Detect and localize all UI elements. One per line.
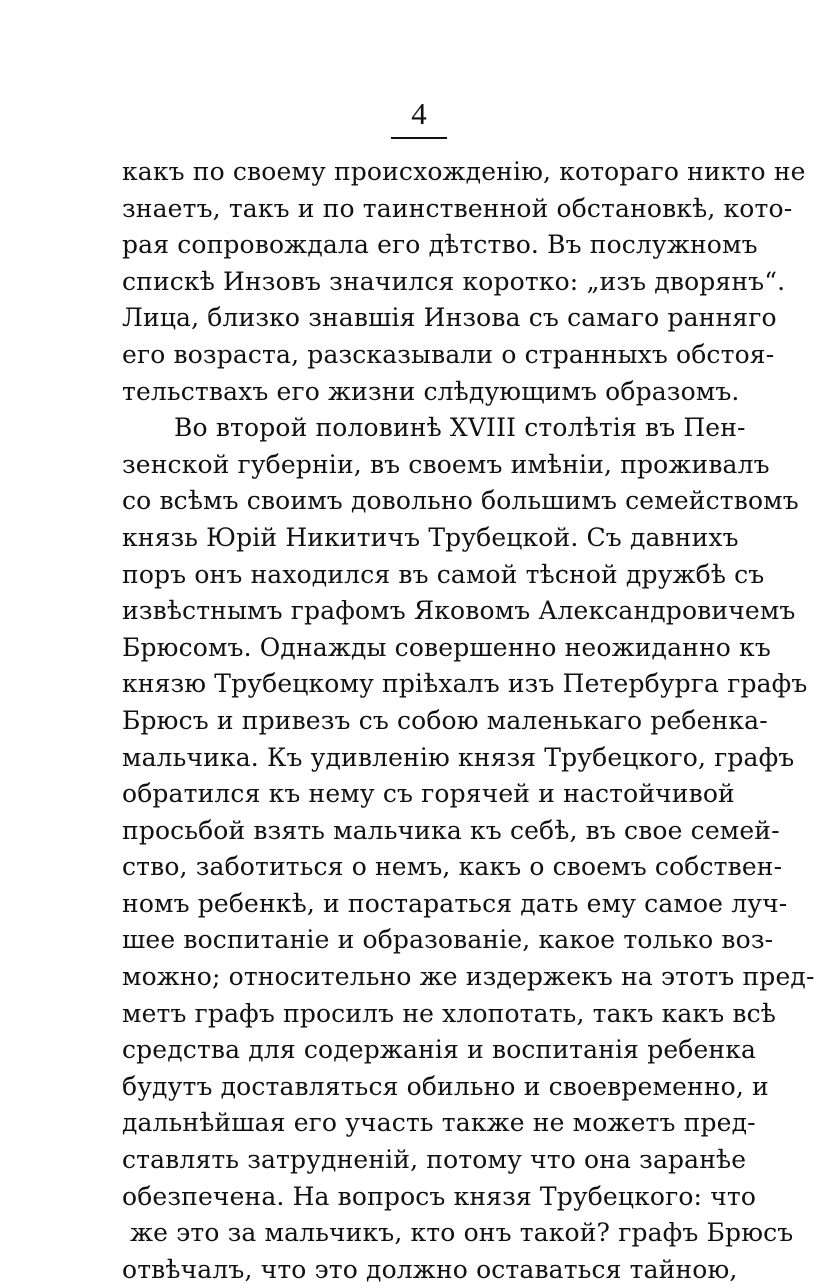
text-line: рая сопровождала его дѣтство. Въ послужномъ bbox=[122, 230, 758, 260]
text-line: шее воспитаніе и образованіе, какое только воз- bbox=[122, 925, 774, 955]
text-line: обезпечена. На вопросъ князя Трубецкого: что bbox=[122, 1181, 757, 1211]
text-line: поръ онъ находился въ самой тѣсной дружбѣ съ bbox=[122, 559, 765, 589]
text-line: Брюсъ и привезъ съ собою маленькаго ребенка- bbox=[122, 705, 768, 735]
text-line: Брюсомъ. Однажды совершенно неожиданно къ bbox=[122, 632, 771, 662]
text-line: ставлять затрудненій, потому что она заранѣе bbox=[122, 1145, 747, 1175]
body-text bbox=[122, 154, 815, 1288]
text-line: метъ графъ просилъ не хлопотать, такъ какъ всѣ bbox=[122, 998, 776, 1028]
text-line: извѣстнымъ графомъ Яковомъ Александровичемъ bbox=[122, 596, 796, 626]
text-line: будутъ доставляться обильно и своевременно, и bbox=[122, 1071, 769, 1101]
page-number-underline bbox=[391, 137, 447, 139]
text-line: дальнѣйшая его участь также не можетъ пред- bbox=[122, 1108, 756, 1138]
text-line: мальчика. Къ удивленію князя Трубецкого, графъ bbox=[122, 742, 795, 772]
text-line: номъ ребенкѣ, и постараться дать ему самое луч- bbox=[122, 888, 788, 918]
text-line: какъ по своему происхожденію, котораго никто не bbox=[122, 157, 806, 186]
text-line: Лица, близко знавшія Инзова съ самаго ранняго bbox=[122, 303, 777, 333]
text-line: князь Юрій Никитичъ Трубецкой. Съ давнихъ bbox=[122, 522, 739, 552]
text-line: его возраста, разсказывали о странныхъ обстоя- bbox=[122, 339, 775, 369]
text-line: Во второй половинѣ XVIII столѣтія въ Пен- bbox=[174, 413, 746, 443]
text-line: отвѣчалъ, что это должно оставаться тайною, bbox=[122, 1254, 738, 1284]
text-line: со всѣмъ своимъ довольно большимъ семействомъ bbox=[122, 486, 799, 516]
text-line: спискѣ Инзовъ значился коротко: „изъ дворянъ“. bbox=[122, 266, 786, 296]
text-line: можно; относительно же издержекъ на этотъ пред- bbox=[122, 962, 815, 992]
text-line: тельствахъ его жизни слѣдующимъ образомъ. bbox=[122, 376, 740, 406]
text-line: князю Трубецкому пріѣхалъ изъ Петербурга графъ bbox=[122, 669, 808, 699]
text-line: же это за мальчикъ, кто онъ такой? графъ Брюсъ bbox=[130, 1218, 794, 1248]
text-line: знаетъ, такъ и по таинственной обстановкѣ, кото- bbox=[122, 193, 793, 223]
text-line: обратился къ нему съ горячей и настойчивой bbox=[122, 779, 735, 809]
text-line: средства для содержанія и воспитанія ребенка bbox=[122, 1035, 757, 1065]
page-number: 4 bbox=[411, 96, 427, 131]
text-line: зенской губерніи, въ своемъ имѣніи, проживалъ bbox=[122, 449, 770, 479]
text-line: ство, заботиться о немъ, какъ о своемъ собствен- bbox=[122, 852, 783, 882]
text-line: просьбой взять мальчика къ себѣ, въ свое семей- bbox=[122, 815, 780, 845]
